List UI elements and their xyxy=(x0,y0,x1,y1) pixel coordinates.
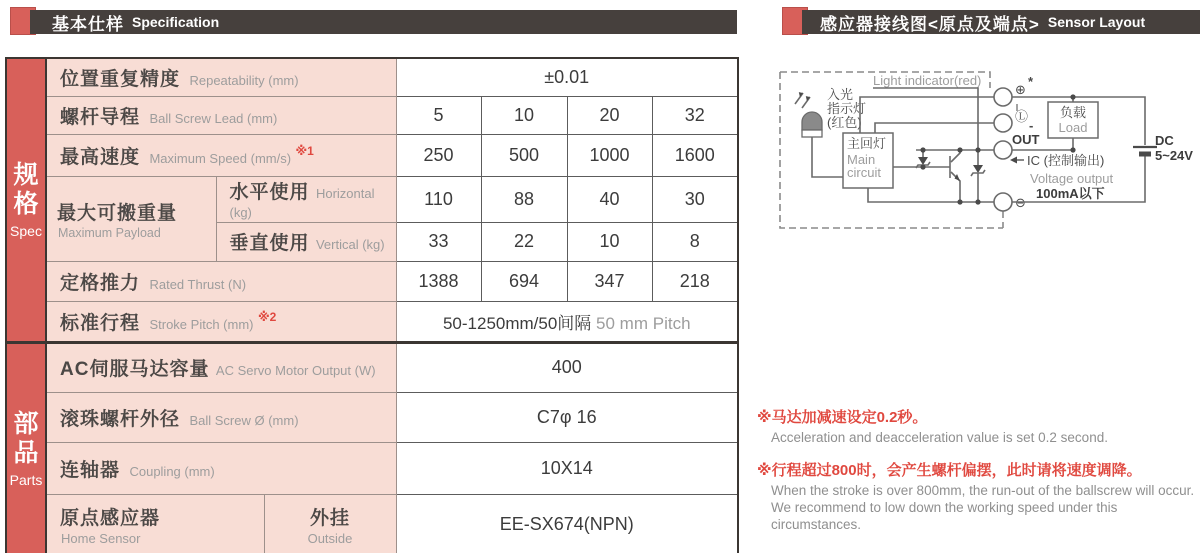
label-coupling-en: Coupling (mm) xyxy=(129,463,215,479)
label-thrust-zh: 定格推力 xyxy=(60,272,141,294)
led-label-line2: 指示灯 xyxy=(827,101,867,116)
label-repeatability-zh: 位置重复精度 xyxy=(60,68,181,90)
label-coupling-zh: 连轴器 xyxy=(60,459,121,481)
value-thrust-4: 218 xyxy=(652,261,738,301)
label-servo-output xyxy=(46,342,396,392)
ground-internal-wire xyxy=(868,188,994,202)
terminal-plus-symbol: ⊕ xyxy=(1015,82,1026,97)
value-horizontal-3: 40 xyxy=(567,176,652,222)
label-speed-zh: 最高速度 xyxy=(60,146,141,168)
label-screw-od-zh: 滚珠螺杆外径 xyxy=(60,408,181,430)
transistor-emitter-arrow xyxy=(955,174,961,181)
label-vertical xyxy=(216,222,396,261)
value-repeatability: ±0.01 xyxy=(396,58,738,96)
load-zh: 负载 xyxy=(1059,105,1087,120)
junction-dot xyxy=(1070,147,1075,152)
footnote-1-en: Acceleration and deacceleration value is set 0.2 second. xyxy=(771,430,1108,445)
value-horizontal-2: 88 xyxy=(481,176,567,222)
l-internal-wire xyxy=(875,123,994,133)
label-payload-en: Maximum Payload xyxy=(58,225,161,240)
label-horizontal-zh: 水平使用 xyxy=(229,181,310,203)
junction-dot xyxy=(1070,94,1075,99)
light-ray-arrow-icon-2 xyxy=(802,97,810,108)
table-row xyxy=(6,392,738,442)
label-screw-od-en: Ball Screw Ø (mm) xyxy=(189,412,299,428)
label-rated-thrust xyxy=(46,261,396,301)
voltage-output-label: Voltage output xyxy=(1030,171,1114,186)
value-thrust-1: 1388 xyxy=(396,261,481,301)
ic-arrowhead-icon xyxy=(1010,157,1017,164)
value-lead-1: 5 xyxy=(396,96,481,134)
value-speed-3: 1000 xyxy=(567,134,652,176)
label-coupling xyxy=(46,442,396,494)
label-max-payload xyxy=(46,176,216,261)
dc-voltage-label: 5~24V xyxy=(1155,148,1193,163)
right-header-title-zh: 感应器接线图<原点及端点> xyxy=(820,14,1040,34)
section-spec-en: Spec xyxy=(10,222,42,239)
junction-dot xyxy=(920,164,925,169)
label-payload-zh: 最大可搬重量 xyxy=(57,202,178,224)
table-row xyxy=(6,442,738,494)
value-lead-2: 10 xyxy=(481,96,567,134)
footnote-1-zh: ※马达加减速设定0.2秒。 xyxy=(757,409,928,426)
value-horizontal-1: 110 xyxy=(396,176,481,222)
right-header-bar xyxy=(802,10,1200,34)
terminal-l-symbol: Ⓛ xyxy=(1015,109,1029,124)
value-lead-3: 20 xyxy=(567,96,652,134)
right-header-title-en: Sensor Layout xyxy=(1047,14,1146,30)
terminal-minus-symbol: ⊖ xyxy=(1015,195,1026,210)
value-lead-4: 32 xyxy=(652,96,738,134)
load-en: Load xyxy=(1058,120,1088,135)
table-row xyxy=(6,301,738,342)
left-header-title-en: Specification xyxy=(132,14,220,30)
led-label-line3: (红色) xyxy=(827,115,862,130)
terminal-l-minus: - xyxy=(1029,118,1034,133)
section-header-spec xyxy=(6,58,46,342)
ic-label: IC (控制输出) xyxy=(1027,153,1105,168)
label-vertical-en: Vertical (kg) xyxy=(315,237,385,252)
table-row xyxy=(6,58,738,96)
junction-dot xyxy=(920,147,925,152)
label-outside-en: Outside xyxy=(307,530,353,546)
junction-dot xyxy=(975,147,980,152)
value-thrust-3: 347 xyxy=(567,261,652,301)
label-speed-en: Maximum Speed (mm/s) xyxy=(149,150,292,166)
specification-table xyxy=(5,57,739,553)
label-lead-en: Ball Screw Lead (mm) xyxy=(149,110,278,126)
value-speed-4: 1600 xyxy=(652,134,738,176)
dc-label: DC xyxy=(1155,133,1174,148)
light-ray-arrow-icon xyxy=(795,93,803,104)
section-parts-en: Parts xyxy=(9,471,43,488)
terminal-plus-circle xyxy=(994,88,1012,106)
terminal-l-circle xyxy=(994,114,1012,132)
sensor-wiring-diagram xyxy=(770,52,1200,237)
label-home-sensor-outside xyxy=(264,494,396,553)
value-thrust-2: 694 xyxy=(481,261,567,301)
footnote-2-en-line1: When the stroke is over 800mm, the run-out of the ballscrew will occur. xyxy=(771,482,1195,498)
footnote-2-zh: ※行程超过800时，会产生螺杆偏摆，此时请将速度调降。 xyxy=(757,461,1142,479)
footnote-2-en-line2: We recommend to low down the working speed under this circumstances. xyxy=(771,499,1118,532)
zener1-triangle-icon xyxy=(918,157,928,165)
value-horizontal-4: 30 xyxy=(652,176,738,222)
value-vertical-4: 8 xyxy=(652,222,738,261)
label-thrust-en: Rated Thrust (N) xyxy=(149,276,247,292)
table-row xyxy=(6,134,738,176)
junction-dot xyxy=(975,199,980,204)
table-row xyxy=(6,261,738,301)
terminal-star: * xyxy=(1028,74,1034,89)
label-motor-en: AC Servo Motor Output (W) xyxy=(215,363,376,378)
value-ball-screw-od: C7φ 16 xyxy=(396,392,738,442)
section-spec-zh: 规格 xyxy=(13,161,39,218)
transistor-emitter xyxy=(951,172,960,202)
label-horizontal xyxy=(216,176,396,222)
junction-dot xyxy=(957,147,962,152)
label-horizontal-en: Horizontal (kg) xyxy=(229,185,375,220)
value-speed-1: 250 xyxy=(396,134,481,176)
value-vertical-3: 10 xyxy=(567,222,652,261)
label-motor-zh: AC伺服马达容量 xyxy=(60,359,210,380)
terminal-out-label: OUT xyxy=(1012,132,1040,147)
label-stroke-zh: 标准行程 xyxy=(60,312,141,334)
current-limit-label: 100mA以下 xyxy=(1036,186,1105,201)
left-header-title-zh: 基本仕样 xyxy=(52,14,124,34)
label-stroke-en: Stroke Pitch (mm) xyxy=(149,316,254,332)
led-dome-icon xyxy=(802,112,822,130)
terminal-minus-circle xyxy=(994,193,1012,211)
value-coupling: 10X14 xyxy=(396,442,738,494)
led-label-line1: 入光 xyxy=(827,87,854,102)
footnote-1 xyxy=(757,406,1200,447)
table-row xyxy=(6,342,738,392)
left-header-bar xyxy=(30,10,737,34)
value-servo-output: 400 xyxy=(396,342,738,392)
label-repeatability-en: Repeatability (mm) xyxy=(189,72,299,88)
light-indicator-label: Light indicator(red) xyxy=(873,73,982,88)
table-row xyxy=(6,96,738,134)
table-row xyxy=(6,494,738,553)
note-ref-2: ※2 xyxy=(257,309,277,324)
terminal-out-circle xyxy=(994,141,1012,159)
led-wire xyxy=(812,137,843,177)
section-header-parts xyxy=(6,342,46,553)
main-circuit-zh: 主回灯 xyxy=(847,136,887,151)
table-row xyxy=(6,176,738,222)
label-home-sensor-zh: 原点感应器 xyxy=(60,507,161,529)
label-home-sensor-en: Home Sensor xyxy=(61,530,141,546)
value-home-sensor: EE-SX674(NPN) xyxy=(396,494,738,553)
section-parts-zh: 部品 xyxy=(13,410,39,467)
value-vertical-2: 22 xyxy=(481,222,567,261)
value-stroke-en: 50 mm Pitch xyxy=(596,313,691,333)
value-stroke xyxy=(396,301,738,342)
label-stroke-pitch xyxy=(46,301,396,342)
label-vertical-zh: 垂直使用 xyxy=(229,233,310,254)
main-circuit-en1: Main xyxy=(847,152,876,167)
value-speed-2: 500 xyxy=(481,134,567,176)
main-circuit-en2: circuit xyxy=(847,165,881,180)
led-base-icon xyxy=(802,130,822,137)
label-lead-zh: 螺杆导程 xyxy=(60,106,141,128)
label-repeatability xyxy=(46,58,396,96)
footnote-2 xyxy=(757,459,1200,534)
value-stroke-zh: 50-1250mm/50间隔 xyxy=(442,313,592,333)
footnotes xyxy=(757,406,1200,546)
value-vertical-1: 33 xyxy=(396,222,481,261)
label-home-sensor xyxy=(46,494,264,553)
junction-dot xyxy=(957,199,962,204)
zener2-triangle-icon xyxy=(973,165,983,173)
label-max-speed xyxy=(46,134,396,176)
label-outside-zh: 外挂 xyxy=(309,507,350,529)
plus-internal-wire xyxy=(860,97,994,133)
note-ref-1: ※1 xyxy=(295,143,314,158)
label-ball-screw-od xyxy=(46,392,396,442)
label-ball-screw-lead xyxy=(46,96,396,134)
